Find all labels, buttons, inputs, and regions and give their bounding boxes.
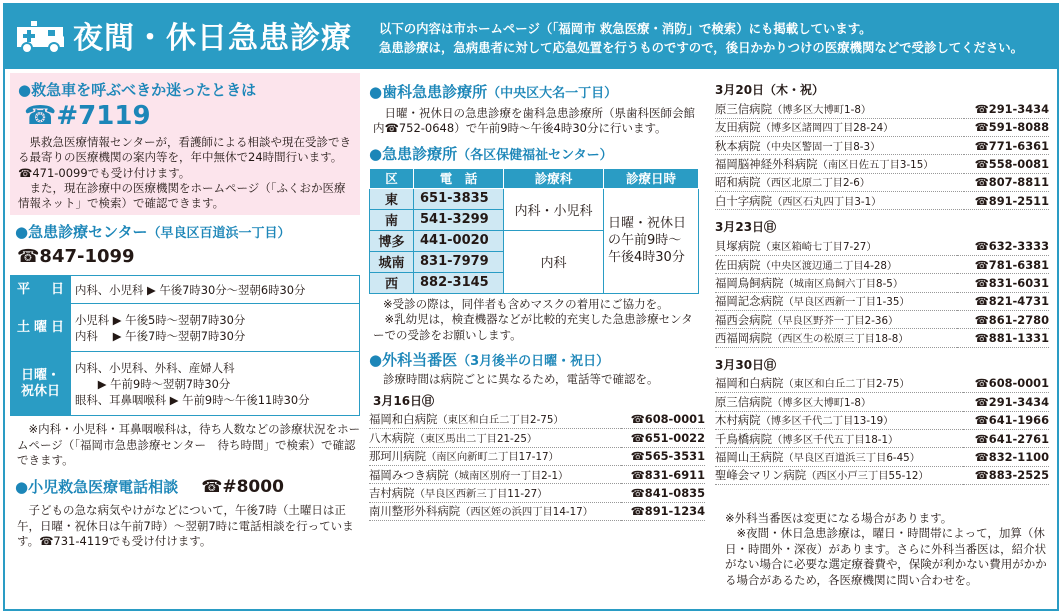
hospital-phone: ☎632-3333 <box>957 237 1049 255</box>
clinic-subtitle: （各区保健福祉センター） <box>457 147 613 163</box>
hospital-name <box>715 448 963 466</box>
hospital-label: 福西会病院 <box>715 312 772 327</box>
hospital-phone: ☎771-6361 <box>964 137 1049 155</box>
hospital-name <box>715 137 964 155</box>
hospital-list-0316 <box>369 411 705 521</box>
ambulance-advice-box <box>10 73 360 215</box>
hospital-address: （東区和白丘二丁目2-75） <box>783 378 910 391</box>
surgery-subtitle: （3月後半の日曜・祝日） <box>457 354 610 370</box>
schedule-line: 小児科 ▶ 午後5時～翌朝7時30分 <box>75 312 246 327</box>
list-item <box>715 448 1049 466</box>
hospital-address: （博多区大博町1-8） <box>771 103 872 116</box>
date-label: 3月23日㊐ <box>715 220 777 235</box>
right-column <box>715 77 1049 588</box>
hospital-label: 昭和病院 <box>715 175 761 190</box>
footer-note-2: ※夜間・休日急患診療は，曜日・時間帯によって，加算（休日・時間外・深夜）があります。さらに外科当番医は，紹介状がない場合に必要な選定療養費や，保険が利かない費用がかかる場合があるため，各医療機関に問い合わせを。 <box>725 526 1047 587</box>
hospital-address: （早良区西新三丁目11-27） <box>414 487 548 500</box>
hospital-label: 西福岡病院 <box>715 330 772 345</box>
ambulance-heading: ●救急車を呼ぶべきか迷ったときは <box>18 81 257 99</box>
hospital-name <box>369 502 621 520</box>
hospital-label: 八木病院 <box>369 431 415 446</box>
list-item <box>715 237 1049 255</box>
list-item <box>715 466 1049 484</box>
hospital-label: 佐田病院 <box>715 257 761 272</box>
hospital-name <box>715 237 957 255</box>
hospital-address: （東区和白丘二丁目2-75） <box>437 414 564 427</box>
hospital-address: （城南区鳥飼六丁目8-5） <box>783 278 904 291</box>
schedule-line: 内科 ▶ 午後7時～翌朝7時30分 <box>75 328 246 343</box>
hospital-address: （東区箱崎七丁目7-27） <box>760 241 877 254</box>
hospital-address: （西区石丸四丁目3-1） <box>771 195 882 208</box>
list-item <box>715 393 1049 411</box>
hospital-address: （博多区千代五丁目18-1） <box>771 433 899 446</box>
ward-cell: 城南 <box>370 251 414 272</box>
list-item <box>715 411 1049 429</box>
hospital-name <box>369 429 621 447</box>
hospital-label: 白十字病院 <box>715 193 772 208</box>
hospital-name <box>715 466 963 484</box>
surgery-heading-text: ●外科当番医 <box>369 351 458 370</box>
hospital-label: 那珂川病院 <box>369 449 426 464</box>
list-item <box>715 137 1049 155</box>
hospital-phone: ☎831-6031 <box>957 274 1049 292</box>
hospital-name <box>715 100 964 118</box>
list-item <box>715 429 1049 447</box>
dental-heading <box>369 81 705 102</box>
hospital-phone: ☎558-0081 <box>964 155 1049 173</box>
hospital-label: 原三信病院 <box>715 395 772 409</box>
hospital-label: 福岡山王病院 <box>715 449 784 464</box>
list-item <box>715 310 1049 328</box>
hospital-address: （中央区警固一丁目8-3） <box>760 140 881 153</box>
list-item <box>715 155 1049 173</box>
hospital-phone: ☎807-8811 <box>964 173 1049 191</box>
hospital-name <box>715 310 957 328</box>
hospital-list-0320 <box>715 100 1049 210</box>
hospital-address: （中央区渡辺通二丁目4-28） <box>760 259 898 272</box>
schedule-line: ▶ 午前9時～翌朝7時30分 <box>75 376 231 391</box>
page-frame <box>3 3 1059 611</box>
hospital-name <box>369 447 621 465</box>
header-desc-line2: 急患診療は，急病患者に対して応急処置を行うものですので，後日かかりつけの医療機関などで受診してください。 <box>379 40 1024 55</box>
ward-cell: 西 <box>370 272 414 293</box>
hospital-address: （早良区百道浜三丁目6-45） <box>783 451 920 464</box>
column-header: 診療日時 <box>604 168 699 188</box>
schedule-row-holiday <box>11 352 360 416</box>
date-label: 3月30日㊐ <box>715 357 777 372</box>
list-item <box>369 429 705 447</box>
dental-text: 日曜・祝休日の急患診療を歯科急患診療所（県歯科医師会館内☎752-0648）で午前9時～午後4時30分に行います。 <box>373 106 695 136</box>
surgery-heading <box>369 349 705 370</box>
list-item <box>369 484 705 502</box>
hospital-phone: ☎881-1331 <box>957 329 1049 347</box>
schedule-line: 内科、小児科、外科、産婦人科 <box>75 360 235 375</box>
header-description <box>379 19 1023 57</box>
hospital-address: （早良区野芥一丁目2-36） <box>771 314 899 327</box>
left-column <box>5 73 369 549</box>
column-header: 区 <box>370 168 414 188</box>
hospital-label: 福岡みつき病院 <box>369 467 449 482</box>
schedule-day-weekday: 平 日 <box>11 276 71 304</box>
center-note: ※内科・小児科・耳鼻咽喉科は，待ち人数などの診療状況をホームページ（「福岡市急患診療センター 待ち時間」で検索）で確認できます。 <box>17 422 361 468</box>
ward-cell: 南 <box>370 209 414 230</box>
center-schedule-table <box>10 275 360 416</box>
schedule-day-holiday: 日曜・祝休日 <box>11 352 71 416</box>
hospital-name <box>715 411 963 429</box>
surgery-text: 診療時間は病院ごとに異なるため，電話等で確認を。 <box>383 372 659 387</box>
hospital-address: （博多区大博町1-8） <box>771 397 872 409</box>
schedule-hours <box>71 352 360 416</box>
hospital-phone: ☎641-1966 <box>963 411 1049 429</box>
hospital-phone: ☎891-2511 <box>964 191 1049 209</box>
hospital-address: （西区姪の浜四丁目14-17） <box>460 506 594 519</box>
schedule-hours: 内科、小児科 ▶ 午後7時30分～翌朝6時30分 <box>71 276 360 304</box>
hours-cell: 日曜・祝休日の午前9時～午後4時30分 <box>604 188 699 293</box>
list-item <box>715 375 1049 393</box>
hospital-name <box>715 173 964 191</box>
hospital-phone: ☎565-3531 <box>621 447 705 465</box>
center-address: （早良区百道浜一丁目） <box>147 226 291 242</box>
phone-cell: 441-0020 <box>414 230 504 251</box>
hospital-phone: ☎861-2780 <box>957 310 1049 328</box>
schedule-line: 眼科、耳鼻咽喉科 ▶ 午前9時～午後11時30分 <box>75 392 310 407</box>
hospital-label: 千鳥橋病院 <box>715 431 772 446</box>
hospital-name <box>715 375 963 393</box>
hospital-name <box>715 256 957 274</box>
hospital-phone: ☎291-3434 <box>964 100 1049 118</box>
clinic-heading-text: ●急患診療所 <box>369 144 458 163</box>
hospital-name <box>715 429 963 447</box>
hospital-label: 友田病院 <box>715 120 761 135</box>
hospital-label: 秋本病院 <box>715 138 761 153</box>
hospital-phone: ☎651-0022 <box>621 429 705 447</box>
center-heading <box>15 221 369 242</box>
list-item <box>369 411 705 429</box>
hospital-phone: ☎841-0835 <box>621 484 705 502</box>
hospital-address: （博多区諸岡四丁目28-24） <box>760 122 894 135</box>
pediatric-heading: ●小児救急医療電話相談 <box>15 478 179 497</box>
dental-heading-text: ●歯科急患診療所 <box>369 83 488 101</box>
list-item <box>369 447 705 465</box>
ward-cell: 博多 <box>370 230 414 251</box>
hospital-name <box>715 393 963 411</box>
center-heading-text: ●急患診療センター <box>15 223 148 242</box>
list-item <box>715 173 1049 191</box>
hospital-phone: ☎291-3434 <box>963 393 1049 411</box>
hospital-phone: ☎883-2525 <box>963 466 1049 484</box>
schedule-day-saturday: 土曜日 <box>11 304 71 352</box>
hospital-name <box>715 329 957 347</box>
hospital-label: 福岡和白病院 <box>715 376 784 391</box>
hospital-name <box>715 155 964 173</box>
phone-cell: 541-3299 <box>414 209 504 230</box>
hospital-address: （西区生の松原三丁目18-8） <box>771 332 909 345</box>
hospital-label: 吉村病院 <box>369 485 415 500</box>
hospital-name <box>715 292 957 310</box>
hospital-name <box>715 274 957 292</box>
clinic-heading <box>369 143 705 164</box>
dental-address: （中央区大名一丁目） <box>487 86 618 101</box>
phone-cell: 831-7979 <box>414 251 504 272</box>
hospital-name <box>369 465 621 483</box>
hospital-phone: ☎891-1234 <box>621 502 705 520</box>
hospital-phone: ☎641-2761 <box>963 429 1049 447</box>
hospital-address: （城南区別府一丁目2-1） <box>448 469 569 482</box>
date-label: 3月16日㊐ <box>373 393 435 408</box>
pediatric-phone: ☎#8000 <box>201 477 284 498</box>
ward-cell: 東 <box>370 188 414 209</box>
hospital-phone: ☎608-0001 <box>621 411 705 429</box>
list-item <box>715 256 1049 274</box>
header-desc-line1: 以下の内容は市ホームページ（「福岡市 救急医療・消防」で検索）にも掲載しています。 <box>379 21 872 36</box>
schedule-row-weekday <box>11 276 360 304</box>
dept-cell: 内科 <box>504 230 604 293</box>
clinic-note-2: ※乳幼児は，検査機器などが比較的充実した急患診療センターでの受診をお願いします。 <box>373 312 693 342</box>
hospital-label: 聖峰会マリン病院 <box>715 468 807 483</box>
schedule-hours <box>71 304 360 352</box>
date-label: 3月20日（木・祝） <box>715 83 825 97</box>
header-banner <box>5 5 1057 69</box>
hospital-name <box>715 118 964 136</box>
hospital-address: （東区馬出二丁目21-25） <box>414 433 538 446</box>
hospital-phone: ☎608-0001 <box>963 375 1049 393</box>
hospital-phone: ☎591-8088 <box>964 118 1049 136</box>
schedule-row-saturday <box>11 304 360 352</box>
ambulance-icon <box>15 17 67 55</box>
column-header: 診療科 <box>504 168 604 188</box>
hospital-address: （西区小戸三丁目55-12） <box>806 470 929 483</box>
phone-cell: 651-3835 <box>414 188 504 209</box>
pediatric-text: 子どもの急な病気やけがなどについて，午後7時（土曜日は正午，日曜・祝休日は午前7時）～翌朝7時に電話相談を行っています。☎731-4119でも受け付けます。 <box>17 503 354 548</box>
hospital-phone: ☎831-6911 <box>621 465 705 483</box>
hospital-label: 南川整形外科病院 <box>369 504 461 519</box>
ambulance-phone: ☎#7119 <box>24 101 151 131</box>
table-row <box>370 188 699 209</box>
dept-cell: 内科・小児科 <box>504 188 604 230</box>
hospital-label: 福岡脳神経外科病院 <box>715 157 818 172</box>
hospital-address: （南区日佐五丁目3-15） <box>817 159 934 172</box>
hospital-list-0323 <box>715 237 1049 347</box>
list-item <box>715 191 1049 209</box>
clinic-table <box>369 168 699 294</box>
hospital-label: 原三信病院 <box>715 101 772 116</box>
list-item <box>715 292 1049 310</box>
phone-cell: 882-3145 <box>414 272 504 293</box>
hospital-label: 貝塚病院 <box>715 239 761 254</box>
hospital-name <box>715 191 964 209</box>
center-phone: ☎847-1099 <box>17 246 135 268</box>
hospital-list-0330 <box>715 375 1049 485</box>
pediatric-heading-row <box>15 476 369 497</box>
ambulance-text-2: また，現在診療中の医療機関をホームページ（「ふくおか医療情報ネット」で検索）で確認できます。 <box>18 180 346 211</box>
hospital-label: 木村病院 <box>715 413 761 428</box>
hospital-phone: ☎781-6381 <box>957 256 1049 274</box>
list-item <box>715 100 1049 118</box>
clinic-note-1: ※受診の際は，同伴者も含めマスクの着用にご協力を。 <box>383 296 669 311</box>
hospital-label: 福岡和白病院 <box>369 412 438 427</box>
list-item <box>369 502 705 520</box>
footer-note-1: ※外科当番医は変更になる場合があります。 <box>725 510 953 525</box>
hospital-name <box>369 411 621 429</box>
hospital-label: 福岡記念病院 <box>715 294 784 309</box>
middle-column <box>369 81 705 521</box>
list-item <box>369 465 705 483</box>
hospital-address: （博多区千代二丁目13-19） <box>760 415 894 428</box>
hospital-phone: ☎821-4731 <box>957 292 1049 310</box>
clinic-table-header <box>370 168 699 188</box>
ambulance-text-1: 県救急医療情報センターが，看護師による相談や現在受診できる最寄りの医療機関の案内等を，年中無休で24時間行います。☎471-0099でも受け付けます。 <box>18 135 352 180</box>
hospital-label: 福岡鳥飼病院 <box>715 276 784 291</box>
hospital-phone: ☎832-1100 <box>963 448 1049 466</box>
hospital-address: （早良区西新一丁目1-35） <box>783 296 910 309</box>
hospital-address: （南区向新町二丁目17-17） <box>425 451 559 464</box>
page-title: 夜間・休日急患診療 <box>73 21 352 56</box>
list-item <box>715 118 1049 136</box>
hospital-address: （西区北原二丁目2-6） <box>760 177 871 190</box>
list-item <box>715 329 1049 347</box>
list-item <box>715 274 1049 292</box>
column-header: 電 話 <box>414 168 504 188</box>
hospital-name <box>369 484 621 502</box>
